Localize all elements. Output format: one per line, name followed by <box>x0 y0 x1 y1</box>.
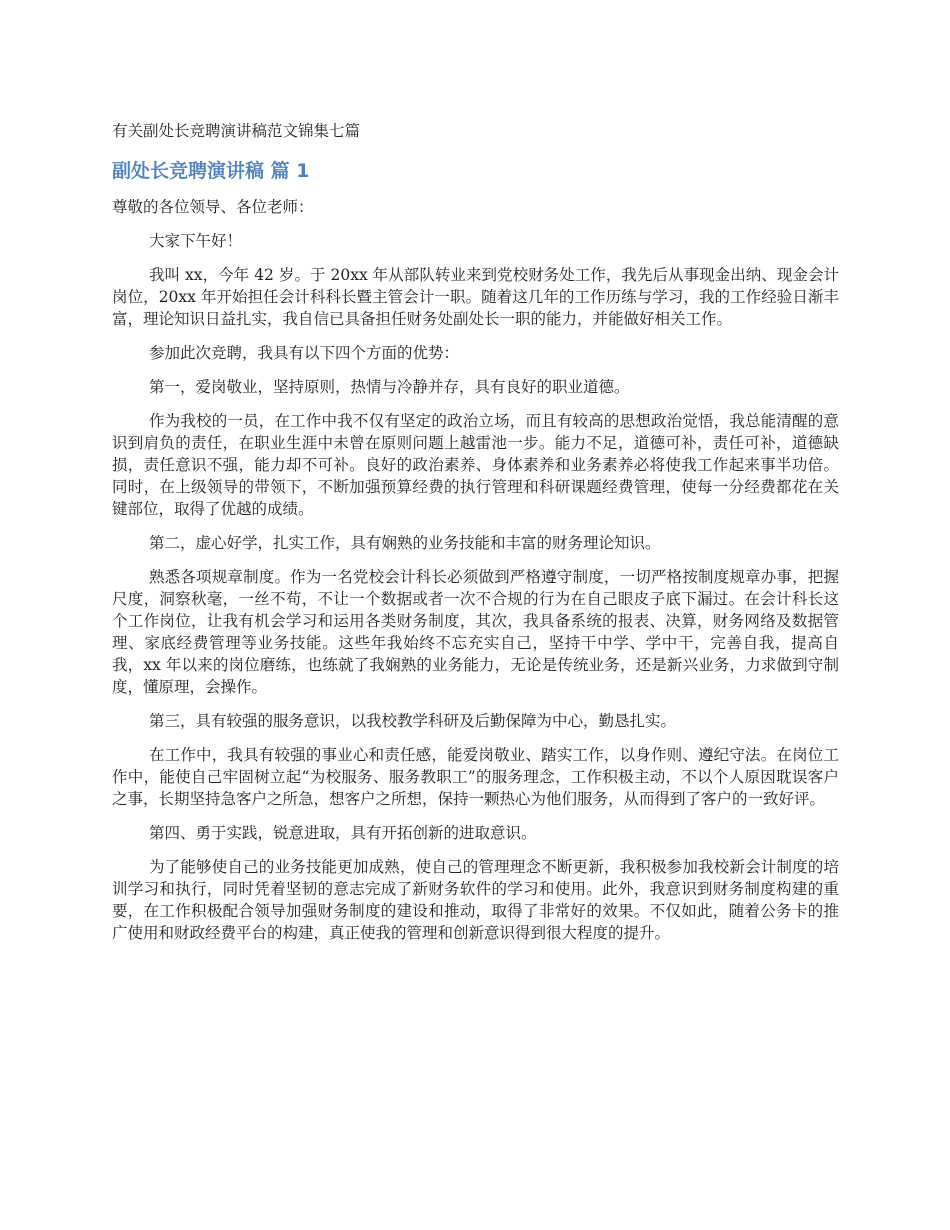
section-heading: 副处长竞聘演讲稿 篇 1 <box>112 160 310 182</box>
paragraph-point-two: 熟悉各项规章制度。作为一名党校会计科长必须做到严格遵守制度，一切严格按制度规章办事，把握尺度，洞察秋毫，一丝不苟，不让一个数据或者一次不合规的行为在自己眼皮子底下漏过。在会计科长这个工作岗位，让我有机会学习和运用各类财务制度，其次，我具备系统的报表、决算，财务网络及数据管理、家底经费管理等业务技能。这些年我始终不忘充实自己，坚持干中学、学中干，完善自我，提高自我，xx 年以来的岗位磨练，也练就了我娴熟的业务能力，无论是传统业务，还是新兴业务，力求做到守制度，懂原理，会操作。 <box>112 568 839 696</box>
paragraph-advantages: 参加此次竞聘，我具有以下四个方面的优势： <box>149 344 460 362</box>
greeting: 大家下午好！ <box>149 232 243 250</box>
point-four: 第四、勇于实践，锐意进取，具有开拓创新的进取意识。 <box>149 824 537 842</box>
document-title: 有关副处长竞聘演讲稿范文锦集七篇 <box>112 122 361 140</box>
salutation: 尊敬的各位领导、各位老师： <box>112 198 314 216</box>
paragraph-intro: 我叫 xx，今年 42 岁。于 20xx 年从部队转业来到党校财务处工作，我先后从事现金出纳、现金会计岗位，20xx 年开始担任会计科科长暨主管会计一职。随着这几年的工作历练与学习，我的工作经验日渐丰富，理论知识日益扎实，我自信已具备担任财务处副处长一职的能力，并能做好相关工作。 <box>112 266 839 328</box>
point-two: 第二，虚心好学，扎实工作，具有娴熟的业务技能和丰富的财务理论知识。 <box>149 534 661 552</box>
document-page <box>112 120 839 956</box>
paragraph-point-three: 在工作中，我具有较强的事业心和责任感，能爱岗敬业、踏实工作，以身作则、遵纪守法。在岗位工作中，能使自己牢固树立起“为校服务、服务教职工”的服务理念，工作积极主动，不以个人原因耽误客户之事，长期坚持急客户之所急，想客户之所想，保持一颗热心为他们服务，从而得到了客户的一致好评。 <box>112 746 839 808</box>
point-one: 第一，爱岗敬业，坚持原则，热情与冷静并存，具有良好的职业道德。 <box>149 378 630 396</box>
paragraph-point-four: 为了能够使自己的业务技能更加成熟，使自己的管理理念不断更新，我积极参加我校新会计制度的培训学习和执行，同时凭着坚韧的意志完成了新财务软件的学习和使用。此外，我意识到财务制度构建的重要，在工作积极配合领导加强财务制度的建设和推动，取得了非常好的效果。不仅如此，随着公务卡的推广使用和财政经费平台的构建，真正使我的管理和创新意识得到很大程度的提升。 <box>112 858 839 942</box>
point-three: 第三，具有较强的服务意识，以我校教学科研及后勤保障为中心，勤恳扎实。 <box>149 712 677 730</box>
paragraph-point-one: 作为我校的一员，在工作中我不仅有坚定的政治立场，而且有较高的思想政治觉悟，我总能清醒的意识到肩负的责任，在职业生涯中未曾在原则问题上越雷池一步。能力不足，道德可补，责任可补，道德缺损，责任意识不强，能力却不可补。良好的政治素养、身体素养和业务素养必将使我工作起来事半功倍。同时，在上级领导的带领下，不断加强预算经费的执行管理和科研课题经费管理，使每一分经费都花在关键部位，取得了优越的成绩。 <box>112 412 839 518</box>
